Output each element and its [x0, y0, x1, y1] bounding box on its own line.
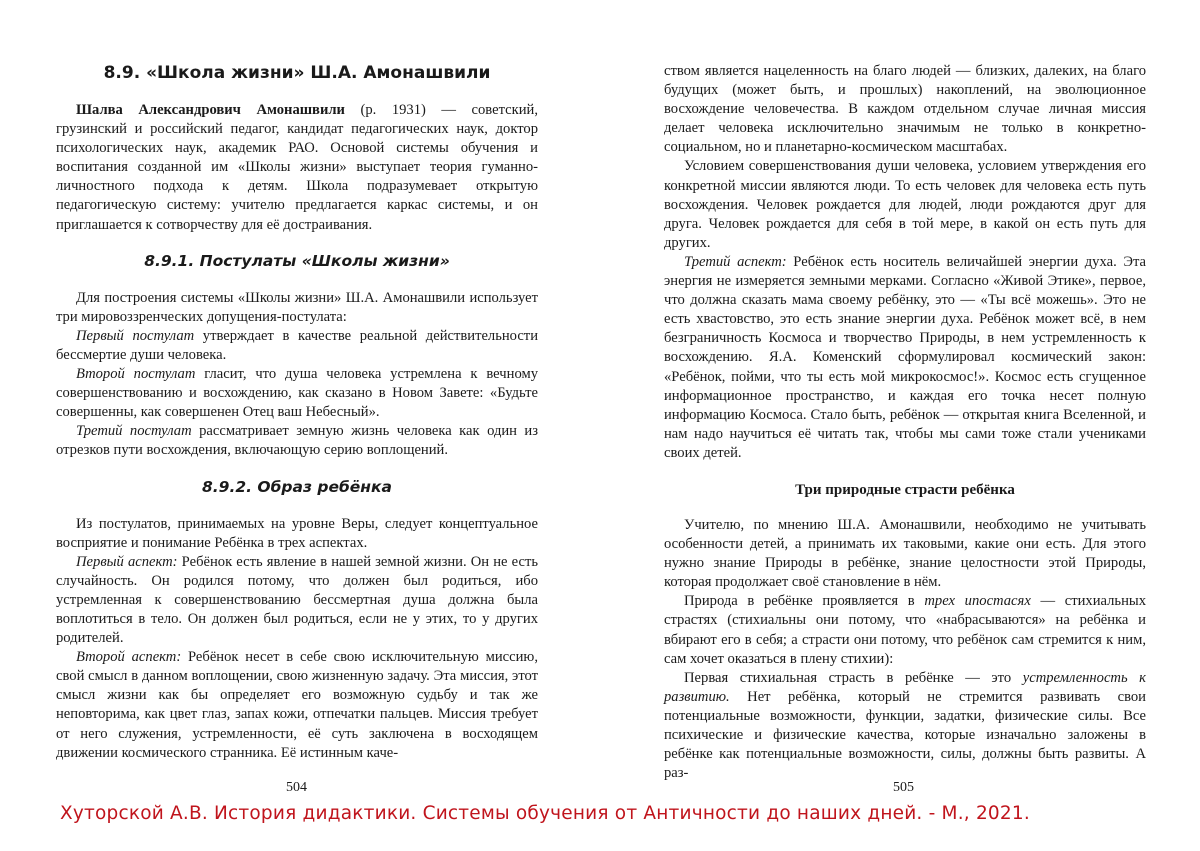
right-page	[664, 62, 1146, 783]
postulate-3: Третий постулат рассматривает земную жизнь человека как один из отрезков пути восхождения, включающую серию воплощений.	[56, 423, 539, 459]
subsection-title-passions: Три природные страсти ребёнка	[795, 481, 1015, 498]
postulates-intro: Для построения системы «Школы жизни» Ш.А. Амонашвили использует три мировоззренческих допущения-постулата:	[56, 289, 538, 325]
teacher-paragraph: Учителю, по мнению Ш.А. Амонашвили, необходимо не учитывать особенности детей, а принимать их таковыми, какие они есть. Для этого нужно знание Природы в ребёнке, знание целостности этой Природы, которая продолжает своё становление в нём.	[664, 516, 1146, 591]
citation-caption: Хуторской А.В. История дидактики. Системы обучения от Античности до наших дней. - М., 2021.	[60, 803, 1030, 824]
left-page	[56, 56, 538, 763]
aspect-2-continuation: ством является нацеленность на благо людей — близких, далеких, на благо будущих (может быть, и прошлых) накоплений, на эволюционное восхождение человечества. В каждом отдельном случае личная миссия делает человека исключительно значимым не только в конкретно-социальном, но и планетарно-космическом масштабах.	[664, 63, 1146, 156]
aspect-2: Второй аспект: Ребёнок несет в себе свою исключительную миссию, свой смысл в данном воплощении, свою жизненную задачу. Эта миссия, этот смысл жизни как бы определяет его возможную судьбу и так же неповторима, как цвет глаз, запах кожи, отпечатки пальцев. Миссия требует от него служения, устремленности, её суть заключена в восходящем движении космического странника. Её истинным каче-	[56, 649, 538, 761]
subsection-title-child-image: 8.9.2. Образ ребёнка	[201, 477, 392, 496]
aspect-1: Первый аспект: Ребёнок есть явление в нашей земной жизни. Он не есть случайность. Он родился потому, что должен был родиться, ибо устремленная к совершенствованию бессмертная душа должна была воплотиться в тело. Он должен был родиться, если не у этих, то у других родителей.	[56, 553, 538, 647]
postulate-2: Второй постулат гласит, что душа человека устремлена к вечному совершенствованию и восхождению, как сказано в Новом Завете: «Будьте совершенны, как совершенен Отец ваш Небесный».	[56, 366, 538, 421]
intro-paragraph: Шалва Александрович Амонашвили (р. 1931) — советский, грузинский и российский педагог, кандидат педагогических наук, доктор психологических наук, академик РАО. Основой системы обучения и воспитания созданной им «Школы жизни» выступает теория гуманно-личностного подхода к детям. Школа подразумевает открытую педагогическую систему: учителю предлагается каркас системы, и он приглашается к сотворчеству для её достраивания.	[56, 102, 538, 233]
section-title: 8.9. «Школа жизни» Ш.А. Амонашвили	[103, 63, 491, 83]
nature-paragraph: Природа в ребёнке проявляется в трех ипостасях — стихиальных страстях (стихиальны они потому, что «набрасываются» на ребёнка и вбирают его в себя; а страсти они потому, что ребёнок сам стремится к ним, сам хочет оказаться в плену стихии):	[664, 593, 1146, 667]
intro-name: Шалва Александрович Амонашвили	[76, 102, 345, 118]
child-image-intro: Из постулатов, принимаемых на уровне Веры, следует концептуальное восприятие и понимание Ребёнка в трех аспектах.	[56, 515, 538, 551]
postulate-1: Первый постулат утверждает в качестве реальной действительности бессмертие души человека.	[56, 327, 538, 363]
aspect-3: Третий аспект: Ребёнок есть носитель величайшей энергии духа. Эта энергия не измеряется земными мерками. Согласно «Живой Этике», первое, что должна сказать мама своему ребёнку, это — «Ты всё можешь». Это не есть хвастовство, это есть знание энергии духа. Ребёнок может всё, в нем безграничность Космоса и творчество Природы, в нем устремленность к восхождению. Я.А. Коменский сформулировал космический закон: «Ребёнок, пойми, что ты есть мой микрокосмос!». Космос есть сгущенное информационное пространство, и каждая его точка несет полную информацию Космоса. Стало быть, ребёнок — открытая книга Вселенной, и нам надо научиться её читать так, чтобы мы сами тоже стали учениками своих детей.	[664, 253, 1146, 461]
page-number-right: 505	[893, 780, 914, 795]
subsection-title-postulates: 8.9.1. Постулаты «Школы жизни»	[144, 251, 450, 270]
page-number-left: 504	[286, 780, 307, 795]
condition-paragraph: Условием совершенствования души человека, условием утверждения его конкретной миссии являются люди. То есть человек для человека есть путь восхождения. Человек рождается для людей, люди рождаются друг для друга. Человек рождается для себя в той мере, в какой он есть путь для других.	[664, 158, 1146, 251]
first-passion-paragraph: Первая стихиальная страсть в ребёнке — это устремленность к развитию. Нет ребёнка, который не стремится развивать свои потенциальные возможности, функции, задатки, физические силы. Все психические и физические качества, которые изначально заложены в ребёнке как потенциальные возможности, силы, должны быть развиты. А раз-	[664, 669, 1147, 782]
